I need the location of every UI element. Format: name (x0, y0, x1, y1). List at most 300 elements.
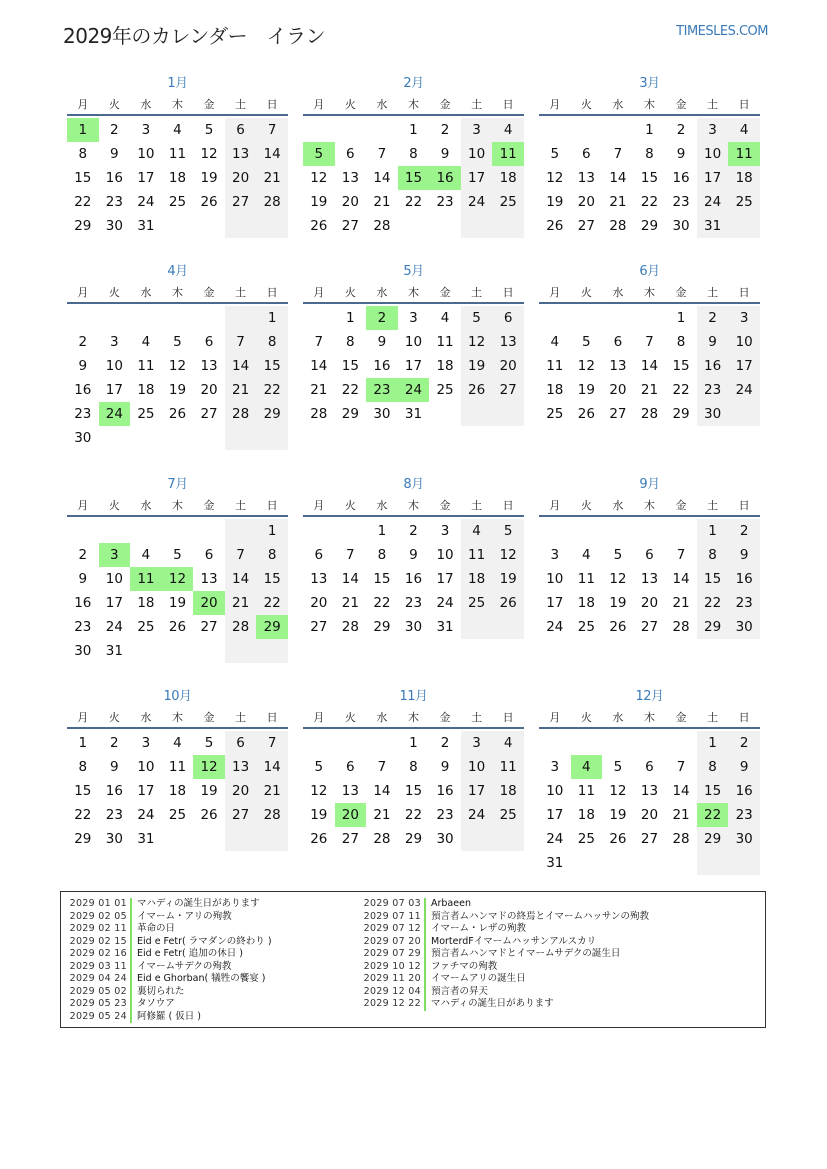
day-cell[interactable]: 27 (640, 831, 659, 847)
day-cell[interactable]: 20 (193, 591, 225, 615)
day-cell[interactable]: 4 (173, 122, 182, 138)
day-cell[interactable]: 9 (440, 146, 450, 162)
day-cell[interactable]: 20 (341, 194, 359, 210)
day-cell[interactable]: 28 (373, 218, 391, 234)
day-cell[interactable]: 14 (373, 170, 391, 186)
day-cell[interactable]: 31 (137, 218, 155, 234)
day-cell[interactable]: 25 (577, 619, 595, 635)
day-cell[interactable]: 12 (461, 330, 493, 354)
day-cell[interactable]: 10 (697, 142, 729, 166)
day-cell[interactable]: 18 (461, 567, 493, 591)
day-cell[interactable]: 22 (640, 194, 659, 210)
day-cell[interactable]: 3 (550, 759, 560, 775)
day-cell[interactable]: 22 (256, 378, 288, 402)
day-cell[interactable]: 8 (409, 146, 418, 162)
day-cell[interactable]: 25 (436, 382, 454, 398)
day-cell[interactable]: 8 (676, 334, 686, 350)
day-cell[interactable]: 12 (193, 755, 225, 779)
day-cell[interactable]: 6 (645, 759, 654, 775)
day-cell[interactable]: 16 (373, 358, 391, 374)
day-cell[interactable]: 21 (225, 591, 257, 615)
day-cell[interactable]: 7 (676, 759, 686, 775)
day-cell[interactable]: 9 (78, 358, 88, 374)
day-cell[interactable]: 20 (577, 194, 595, 210)
day-cell[interactable]: 25 (492, 803, 524, 827)
day-cell[interactable]: 17 (436, 571, 454, 587)
day-cell[interactable]: 23 (728, 591, 760, 615)
day-cell[interactable]: 9 (110, 146, 119, 162)
day-cell[interactable]: 1 (645, 122, 654, 138)
day-cell[interactable]: 8 (409, 759, 418, 775)
day-cell[interactable]: 23 (728, 803, 760, 827)
day-cell[interactable]: 14 (672, 783, 690, 799)
day-cell[interactable]: 13 (341, 783, 359, 799)
day-cell[interactable]: 19 (310, 807, 328, 823)
day-cell[interactable]: 5 (492, 519, 524, 543)
day-cell[interactable]: 15 (373, 571, 391, 587)
day-cell[interactable]: 3 (409, 310, 418, 326)
day-cell[interactable]: 6 (645, 547, 654, 563)
day-cell[interactable]: 21 (672, 807, 690, 823)
day-cell[interactable]: 26 (200, 194, 218, 210)
day-cell[interactable]: 5 (613, 759, 623, 775)
day-cell[interactable]: 12 (162, 567, 194, 591)
day-cell[interactable]: 27 (225, 803, 257, 827)
day-cell[interactable]: 1 (256, 519, 288, 543)
day-cell[interactable]: 23 (105, 194, 123, 210)
day-cell[interactable]: 3 (440, 523, 450, 539)
day-cell[interactable]: 20 (225, 166, 257, 190)
day-cell[interactable]: 19 (609, 595, 627, 611)
day-cell[interactable]: 11 (137, 358, 155, 374)
day-cell[interactable]: 2 (110, 122, 119, 138)
day-cell[interactable]: 14 (310, 358, 328, 374)
day-cell[interactable]: 5 (204, 735, 214, 751)
day-cell[interactable]: 27 (200, 406, 218, 422)
day-cell[interactable]: 20 (640, 807, 659, 823)
day-cell[interactable]: 7 (645, 334, 654, 350)
day-cell[interactable]: 6 (225, 731, 257, 755)
day-cell[interactable]: 20 (609, 382, 627, 398)
day-cell[interactable]: 16 (105, 170, 123, 186)
day-cell[interactable]: 12 (310, 783, 328, 799)
day-cell[interactable]: 25 (168, 807, 187, 823)
day-cell[interactable]: 2 (728, 731, 760, 755)
day-cell[interactable]: 3 (141, 735, 151, 751)
day-cell[interactable]: 19 (168, 595, 187, 611)
day-cell[interactable]: 6 (613, 334, 623, 350)
day-cell[interactable]: 15 (74, 783, 92, 799)
day-cell[interactable]: 9 (409, 547, 418, 563)
day-cell[interactable]: 17 (697, 166, 729, 190)
day-cell[interactable]: 25 (577, 831, 595, 847)
day-cell[interactable]: 14 (609, 170, 627, 186)
day-cell[interactable]: 18 (137, 382, 155, 398)
day-cell[interactable]: 18 (577, 807, 595, 823)
day-cell[interactable]: 26 (200, 807, 218, 823)
day-cell[interactable]: 12 (609, 571, 627, 587)
day-cell[interactable]: 24 (461, 190, 493, 214)
day-cell[interactable]: 27 (577, 218, 595, 234)
day-cell[interactable]: 1 (697, 519, 729, 543)
day-cell[interactable]: 17 (546, 595, 564, 611)
day-cell[interactable]: 19 (492, 567, 524, 591)
day-cell[interactable]: 21 (256, 166, 288, 190)
day-cell[interactable]: 5 (461, 306, 493, 330)
day-cell[interactable]: 13 (609, 358, 627, 374)
day-cell[interactable]: 30 (728, 615, 760, 639)
day-cell[interactable]: 28 (672, 619, 690, 635)
day-cell[interactable]: 9 (440, 759, 450, 775)
day-cell[interactable]: 21 (672, 595, 690, 611)
day-cell[interactable]: 17 (728, 354, 760, 378)
day-cell[interactable]: 26 (609, 831, 627, 847)
day-cell[interactable]: 29 (672, 406, 690, 422)
day-cell[interactable]: 24 (105, 619, 123, 635)
day-cell[interactable]: 22 (373, 595, 391, 611)
day-cell[interactable]: 18 (728, 166, 760, 190)
day-cell[interactable]: 27 (640, 619, 659, 635)
day-cell[interactable]: 9 (78, 571, 88, 587)
day-cell[interactable]: 31 (404, 406, 423, 422)
day-cell[interactable]: 22 (74, 807, 92, 823)
day-cell[interactable]: 14 (672, 571, 690, 587)
day-cell[interactable]: 7 (256, 731, 288, 755)
day-cell[interactable]: 30 (74, 643, 92, 659)
day-cell[interactable]: 16 (74, 595, 92, 611)
day-cell[interactable]: 16 (728, 567, 760, 591)
day-cell[interactable]: 13 (640, 783, 659, 799)
day-cell[interactable]: 8 (256, 543, 288, 567)
day-cell[interactable]: 28 (256, 803, 288, 827)
day-cell[interactable]: 21 (609, 194, 627, 210)
day-cell[interactable]: 28 (256, 190, 288, 214)
day-cell[interactable]: 22 (697, 803, 729, 827)
day-cell[interactable]: 8 (346, 334, 355, 350)
day-cell[interactable]: 28 (672, 831, 690, 847)
day-cell[interactable]: 12 (168, 358, 187, 374)
day-cell[interactable]: 6 (314, 547, 324, 563)
day-cell[interactable]: 5 (204, 122, 214, 138)
day-cell[interactable]: 15 (672, 358, 690, 374)
day-cell[interactable]: 26 (546, 218, 564, 234)
day-cell[interactable]: 3 (99, 543, 131, 567)
day-cell[interactable]: 11 (492, 142, 524, 166)
day-cell[interactable]: 6 (346, 759, 355, 775)
day-cell[interactable]: 4 (492, 731, 524, 755)
day-cell[interactable]: 10 (137, 146, 155, 162)
day-cell[interactable]: 13 (341, 170, 359, 186)
day-cell[interactable]: 10 (461, 755, 493, 779)
day-cell[interactable]: 13 (492, 330, 524, 354)
day-cell[interactable]: 11 (728, 142, 760, 166)
day-cell[interactable]: 23 (74, 619, 92, 635)
day-cell[interactable]: 2 (409, 523, 418, 539)
day-cell[interactable]: 31 (436, 619, 454, 635)
day-cell[interactable]: 11 (492, 755, 524, 779)
day-cell[interactable]: 4 (440, 310, 450, 326)
day-cell[interactable]: 9 (728, 543, 760, 567)
day-cell[interactable]: 1 (346, 310, 355, 326)
day-cell[interactable]: 6 (204, 547, 214, 563)
day-cell[interactable]: 21 (310, 382, 328, 398)
day-cell[interactable]: 8 (377, 547, 387, 563)
day-cell[interactable]: 4 (582, 547, 591, 563)
day-cell[interactable]: 7 (377, 146, 387, 162)
day-cell[interactable]: 4 (550, 334, 560, 350)
day-cell[interactable]: 11 (546, 358, 564, 374)
day-cell[interactable]: 16 (436, 783, 454, 799)
day-cell[interactable]: 27 (609, 406, 627, 422)
day-cell[interactable]: 28 (341, 619, 359, 635)
day-cell[interactable]: 11 (577, 571, 595, 587)
day-cell[interactable]: 7 (676, 547, 686, 563)
day-cell[interactable]: 3 (461, 731, 493, 755)
day-cell[interactable]: 5 (173, 334, 182, 350)
day-cell[interactable]: 7 (256, 118, 288, 142)
day-cell[interactable]: 24 (99, 402, 131, 426)
day-cell[interactable]: 6 (346, 146, 355, 162)
day-cell[interactable]: 12 (546, 170, 564, 186)
day-cell[interactable]: 7 (613, 146, 623, 162)
brand-logo[interactable]: TIMESLES.COM (676, 24, 768, 39)
day-cell[interactable]: 29 (256, 402, 288, 426)
day-cell[interactable]: 22 (74, 194, 92, 210)
day-cell[interactable]: 2 (697, 306, 729, 330)
day-cell[interactable]: 27 (492, 378, 524, 402)
day-cell[interactable]: 22 (404, 807, 423, 823)
day-cell[interactable]: 27 (310, 619, 328, 635)
day-cell[interactable]: 29 (697, 827, 729, 851)
day-cell[interactable]: 1 (409, 122, 418, 138)
day-cell[interactable]: 28 (225, 402, 257, 426)
day-cell[interactable]: 24 (697, 190, 729, 214)
day-cell[interactable]: 24 (728, 378, 760, 402)
day-cell[interactable]: 1 (256, 306, 288, 330)
day-cell[interactable]: 29 (373, 619, 391, 635)
day-cell[interactable]: 16 (105, 783, 123, 799)
day-cell[interactable]: 25 (168, 194, 187, 210)
day-cell[interactable]: 17 (461, 779, 493, 803)
day-cell[interactable]: 12 (577, 358, 595, 374)
day-cell[interactable]: 22 (341, 382, 359, 398)
day-cell[interactable]: 15 (697, 567, 729, 591)
day-cell[interactable]: 12 (609, 783, 627, 799)
day-cell[interactable]: 16 (697, 354, 729, 378)
day-cell[interactable]: 6 (492, 306, 524, 330)
day-cell[interactable]: 5 (613, 547, 623, 563)
day-cell[interactable]: 16 (728, 779, 760, 803)
day-cell[interactable]: 8 (697, 543, 729, 567)
day-cell[interactable]: 14 (373, 783, 391, 799)
day-cell[interactable]: 26 (461, 378, 493, 402)
day-cell[interactable]: 30 (373, 406, 391, 422)
day-cell[interactable]: 31 (105, 643, 123, 659)
day-cell[interactable]: 19 (546, 194, 564, 210)
day-cell[interactable]: 8 (78, 146, 88, 162)
day-cell[interactable]: 23 (436, 807, 454, 823)
day-cell[interactable]: 19 (461, 354, 493, 378)
day-cell[interactable]: 16 (404, 571, 423, 587)
day-cell[interactable]: 21 (225, 378, 257, 402)
day-cell[interactable]: 28 (310, 406, 328, 422)
day-cell[interactable]: 23 (404, 595, 423, 611)
day-cell[interactable]: 24 (461, 803, 493, 827)
day-cell[interactable]: 18 (168, 170, 187, 186)
day-cell[interactable]: 18 (137, 595, 155, 611)
day-cell[interactable]: 29 (404, 831, 423, 847)
day-cell[interactable]: 27 (225, 190, 257, 214)
day-cell[interactable]: 27 (200, 619, 218, 635)
day-cell[interactable]: 9 (110, 759, 119, 775)
day-cell[interactable]: 29 (74, 218, 92, 234)
day-cell[interactable]: 21 (341, 595, 359, 611)
day-cell[interactable]: 20 (335, 803, 367, 827)
day-cell[interactable]: 9 (728, 755, 760, 779)
day-cell[interactable]: 4 (141, 334, 151, 350)
day-cell[interactable]: 17 (105, 595, 123, 611)
day-cell[interactable]: 5 (550, 146, 560, 162)
day-cell[interactable]: 14 (640, 358, 659, 374)
day-cell[interactable]: 11 (436, 334, 454, 350)
day-cell[interactable]: 10 (461, 142, 493, 166)
day-cell[interactable]: 9 (377, 334, 387, 350)
day-cell[interactable]: 5 (582, 334, 591, 350)
day-cell[interactable]: 25 (492, 190, 524, 214)
day-cell[interactable]: 25 (461, 591, 493, 615)
day-cell[interactable]: 15 (256, 567, 288, 591)
day-cell[interactable]: 23 (366, 378, 398, 402)
day-cell[interactable]: 2 (78, 334, 88, 350)
day-cell[interactable]: 3 (697, 118, 729, 142)
day-cell[interactable]: 1 (377, 523, 387, 539)
day-cell[interactable]: 3 (461, 118, 493, 142)
day-cell[interactable]: 19 (609, 807, 627, 823)
day-cell[interactable]: 10 (546, 783, 564, 799)
day-cell[interactable]: 2 (728, 519, 760, 543)
day-cell[interactable]: 5 (303, 142, 335, 166)
day-cell[interactable]: 23 (105, 807, 123, 823)
day-cell[interactable]: 15 (640, 170, 659, 186)
day-cell[interactable]: 18 (577, 595, 595, 611)
day-cell[interactable]: 14 (256, 755, 288, 779)
day-cell[interactable]: 4 (571, 755, 603, 779)
day-cell[interactable]: 23 (672, 194, 690, 210)
day-cell[interactable]: 24 (546, 831, 564, 847)
day-cell[interactable]: 30 (436, 831, 454, 847)
day-cell[interactable]: 31 (137, 831, 155, 847)
day-cell[interactable]: 19 (200, 170, 218, 186)
day-cell[interactable]: 7 (377, 759, 387, 775)
day-cell[interactable]: 16 (672, 170, 690, 186)
day-cell[interactable]: 13 (225, 142, 257, 166)
day-cell[interactable]: 18 (492, 166, 524, 190)
day-cell[interactable]: 19 (577, 382, 595, 398)
day-cell[interactable]: 22 (404, 194, 423, 210)
day-cell[interactable]: 29 (341, 406, 359, 422)
day-cell[interactable]: 10 (404, 334, 423, 350)
day-cell[interactable]: 2 (366, 306, 398, 330)
day-cell[interactable]: 7 (225, 330, 257, 354)
day-cell[interactable]: 25 (728, 190, 760, 214)
day-cell[interactable]: 4 (461, 519, 493, 543)
day-cell[interactable]: 1 (67, 118, 99, 142)
day-cell[interactable]: 24 (436, 595, 454, 611)
day-cell[interactable]: 3 (110, 334, 119, 350)
day-cell[interactable]: 21 (256, 779, 288, 803)
day-cell[interactable]: 30 (404, 619, 423, 635)
day-cell[interactable]: 17 (546, 807, 564, 823)
day-cell[interactable]: 4 (173, 735, 182, 751)
day-cell[interactable]: 17 (461, 166, 493, 190)
day-cell[interactable]: 11 (130, 567, 162, 591)
day-cell[interactable]: 15 (256, 354, 288, 378)
day-cell[interactable]: 12 (200, 146, 218, 162)
day-cell[interactable]: 20 (310, 595, 328, 611)
day-cell[interactable]: 8 (645, 146, 654, 162)
day-cell[interactable]: 19 (200, 783, 218, 799)
day-cell[interactable]: 10 (137, 759, 155, 775)
day-cell[interactable]: 19 (168, 382, 187, 398)
day-cell[interactable]: 26 (310, 218, 328, 234)
day-cell[interactable]: 28 (609, 218, 627, 234)
day-cell[interactable]: 18 (168, 783, 187, 799)
day-cell[interactable]: 21 (640, 382, 659, 398)
day-cell[interactable]: 28 (640, 406, 659, 422)
day-cell[interactable]: 3 (728, 306, 760, 330)
day-cell[interactable]: 8 (256, 330, 288, 354)
day-cell[interactable]: 10 (728, 330, 760, 354)
day-cell[interactable]: 9 (697, 330, 729, 354)
day-cell[interactable]: 7 (225, 543, 257, 567)
day-cell[interactable]: 8 (697, 755, 729, 779)
day-cell[interactable]: 25 (546, 406, 564, 422)
day-cell[interactable]: 18 (492, 779, 524, 803)
day-cell[interactable]: 19 (310, 194, 328, 210)
day-cell[interactable]: 6 (225, 118, 257, 142)
day-cell[interactable]: 13 (577, 170, 595, 186)
day-cell[interactable]: 26 (168, 619, 187, 635)
day-cell[interactable]: 17 (137, 170, 155, 186)
day-cell[interactable]: 31 (546, 855, 564, 871)
day-cell[interactable]: 13 (225, 755, 257, 779)
day-cell[interactable]: 15 (404, 783, 423, 799)
day-cell[interactable]: 22 (256, 591, 288, 615)
day-cell[interactable]: 24 (137, 194, 155, 210)
day-cell[interactable]: 16 (429, 166, 461, 190)
day-cell[interactable]: 2 (440, 735, 450, 751)
day-cell[interactable]: 26 (577, 406, 595, 422)
day-cell[interactable]: 17 (105, 382, 123, 398)
day-cell[interactable]: 18 (436, 358, 454, 374)
day-cell[interactable]: 27 (341, 831, 359, 847)
day-cell[interactable]: 30 (74, 430, 92, 446)
day-cell[interactable]: 8 (78, 759, 88, 775)
day-cell[interactable]: 12 (310, 170, 328, 186)
day-cell[interactable]: 2 (440, 122, 450, 138)
day-cell[interactable]: 25 (137, 406, 155, 422)
day-cell[interactable]: 1 (676, 310, 686, 326)
day-cell[interactable]: 24 (546, 619, 564, 635)
day-cell[interactable]: 2 (78, 547, 88, 563)
day-cell[interactable]: 11 (461, 543, 493, 567)
day-cell[interactable]: 10 (546, 571, 564, 587)
day-cell[interactable]: 23 (697, 378, 729, 402)
day-cell[interactable]: 10 (105, 358, 123, 374)
day-cell[interactable]: 11 (577, 783, 595, 799)
day-cell[interactable]: 30 (105, 218, 123, 234)
day-cell[interactable]: 13 (310, 571, 328, 587)
